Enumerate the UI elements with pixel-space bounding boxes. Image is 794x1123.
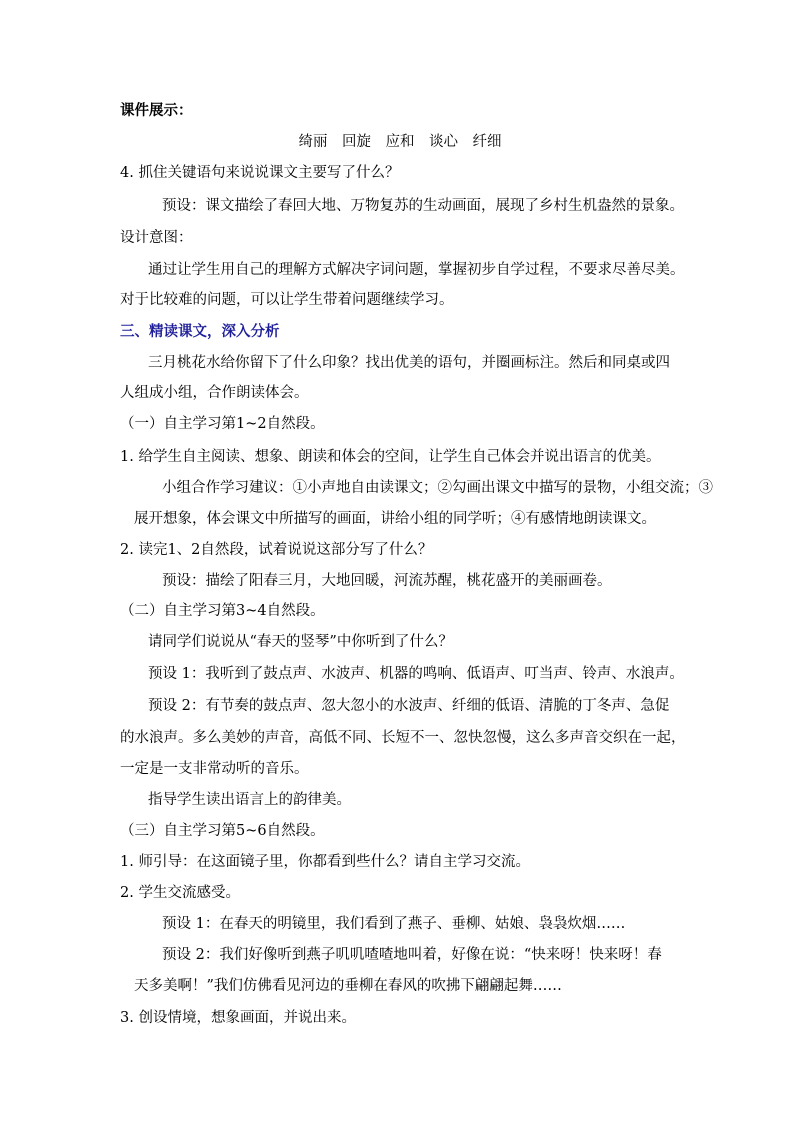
group-suggestion-cont: 展开想象，体会课文中所描写的画面，讲给小组的同学听；④有感情地朗读课文。 [134,511,656,527]
preset-2-sounds: 预设 2：有节奏的鼓点声、忽大忽小的水波声、纤细的低语、清脆的丁冬声、急促 [148,698,670,714]
design-intent-label: 设计意图： [120,230,193,246]
student-exchange: 2. 学生交流感受。 [120,885,240,901]
item-1-text: 1. 给学生自主阅读、想象、朗读和体会的空间，让学生自己体会并说出语言的优美。 [120,449,661,465]
rhythm-guidance: 指导学生读出语言上的韵律美。 [148,792,351,808]
teacher-guide: 1. 师引导：在这面镜子里，你都看到些什么？请自主学习交流。 [120,854,530,870]
courseware-display-label: 课件展示： [120,102,193,119]
design-intent-text: 通过让学生用自己的理解方式解决字词问题，掌握初步自学过程，不要求尽善尽美。 [148,262,685,278]
intro-paragraph-cont: 人组成小组，合作朗读体会。 [120,385,309,401]
preset-2-sounds-end: 一定是一支非常动听的音乐。 [120,761,309,777]
design-intent-text-cont: 对于比较难的问题，可以让学生带着问题继续学习。 [120,292,454,308]
preset-1-mirror: 预设 1：在春天的明镜里，我们看到了燕子、垂柳、姑娘、袅袅炊烟…… [162,916,626,932]
preset-2-mirror: 预设 2：我们好像听到燕子叽叽喳喳地叫着，好像在说：“快来呀！快来呀！春 [162,947,662,963]
item-2-text: 2. 读完1、2自然段，试着说说这部分写了什么？ [120,542,433,558]
subsection-3-heading: （三）自主学习第5~6自然段。 [120,823,325,839]
preset-answer-item-2: 预设：描绘了阳春三月，大地回暖，河流苏醒，桃花盛开的美丽画卷。 [162,573,612,589]
subsection-2-heading: （二）自主学习第3~4自然段。 [120,603,325,619]
subsection-1-heading: （一）自主学习第1~2自然段。 [120,416,325,432]
preset-1-sounds: 预设 1：我听到了鼓点声、水波声、机器的鸣响、低语声、叮当声、铃声、水浪声。 [148,666,684,682]
vocabulary-words: 绮丽 回旋 应和 谈心 纤细 [298,134,502,150]
preset-2-mirror-cont: 天多美啊！”我们仿佛看见河边的垂柳在春风的吹拂下翩翩起舞…… [134,978,562,994]
preset-answer-4: 预设：课文描绘了春回大地、万物复苏的生动画面，展现了乡村生机盎然的景象。 [162,198,684,214]
harp-question: 请同学们说说从“春天的竖琴”中你听到了什么？ [148,634,453,650]
intro-paragraph: 三月桃花水给你留下了什么印象？找出优美的语句，并圈画标注。然后和同桌或四 [148,355,670,371]
group-suggestion: 小组合作学习建议：①小声地自由读课文；②勾画出课文中描写的景物，小组交流；③ [162,480,713,496]
question-4: 4. 抓住关键语句来说说课文主要写了什么？ [120,165,400,181]
item-3-text: 3. 创设情境，想象画面，并说出来。 [120,1010,356,1026]
section-3-heading: 三、精读课文，深入分析 [120,323,280,340]
preset-2-sounds-cont: 的水浪声。多么美妙的声音，高低不同、长短不一、忽快忽慢，这么多声音交织在一起， [120,730,686,746]
